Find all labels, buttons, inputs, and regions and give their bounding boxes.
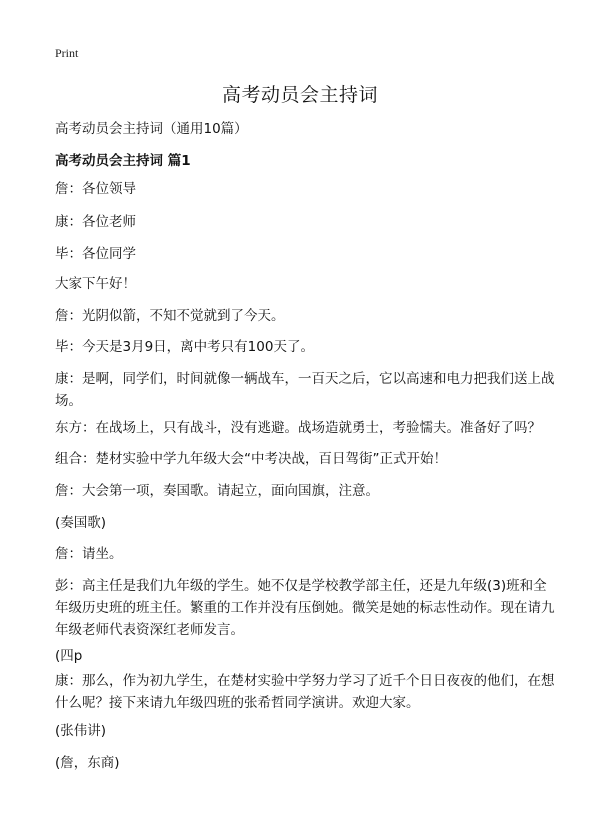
section-heading: 高考动员会主持词 篇1 [55,153,191,169]
paragraph: 康：是啊，同学们，时间就像一辆战车，一百天之后，它以高速和电力把我们送上战场。 [55,371,555,409]
paragraph: (詹，东商) [55,755,120,771]
paragraph: 詹：各位领导 [55,181,136,197]
paragraph: (张伟讲) [55,723,107,739]
paragraph: 詹：请坐。 [55,546,123,562]
paragraph: (奏国歌) [55,515,107,531]
paragraph: 彭：高主任是我们九年级的学生。她不仅是学校教学部主任，还是九年级(3)班和全年级历史班的班主任。繁重的工作并没有压倒她。微笑是她的标志性动作。现在请九年级老师代表资深红老师发言。 [55,578,555,638]
paragraph: 康：那么，作为初九学生，在楚材实验中学努力学习了近千个日日夜夜的他们，在想什么呢？接下来请九年级四班的张希哲同学演讲。欢迎大家。 [55,673,555,711]
paragraph: 詹：光阴似箭，不知不觉就到了今天。 [55,308,285,324]
document-title: 高考动员会主持词 [221,84,378,106]
paragraph: 毕：今天是3月9日，离中考只有100天了。 [55,339,314,355]
paragraph: (四p [55,648,83,664]
paragraph: 詹：大会第一项，奏国歌。请起立，面向国旗，注意。 [55,483,379,499]
paragraph: 组合：楚材实验中学九年级大会“中考决战，百日驾街”正式开始！ [55,451,447,467]
document-subtitle: 高考动员会主持词（通用10篇） [55,121,248,137]
paragraph: 大家下午好！ [55,276,136,292]
paragraph: 毕：各位同学 [55,246,136,262]
paragraph: 康：各位老师 [55,214,136,230]
print-label: Print [55,46,79,60]
paragraph: 东方：在战场上，只有战斗，没有逃避。战场造就勇士，考验懦夫。准备好了吗？ [55,420,541,436]
